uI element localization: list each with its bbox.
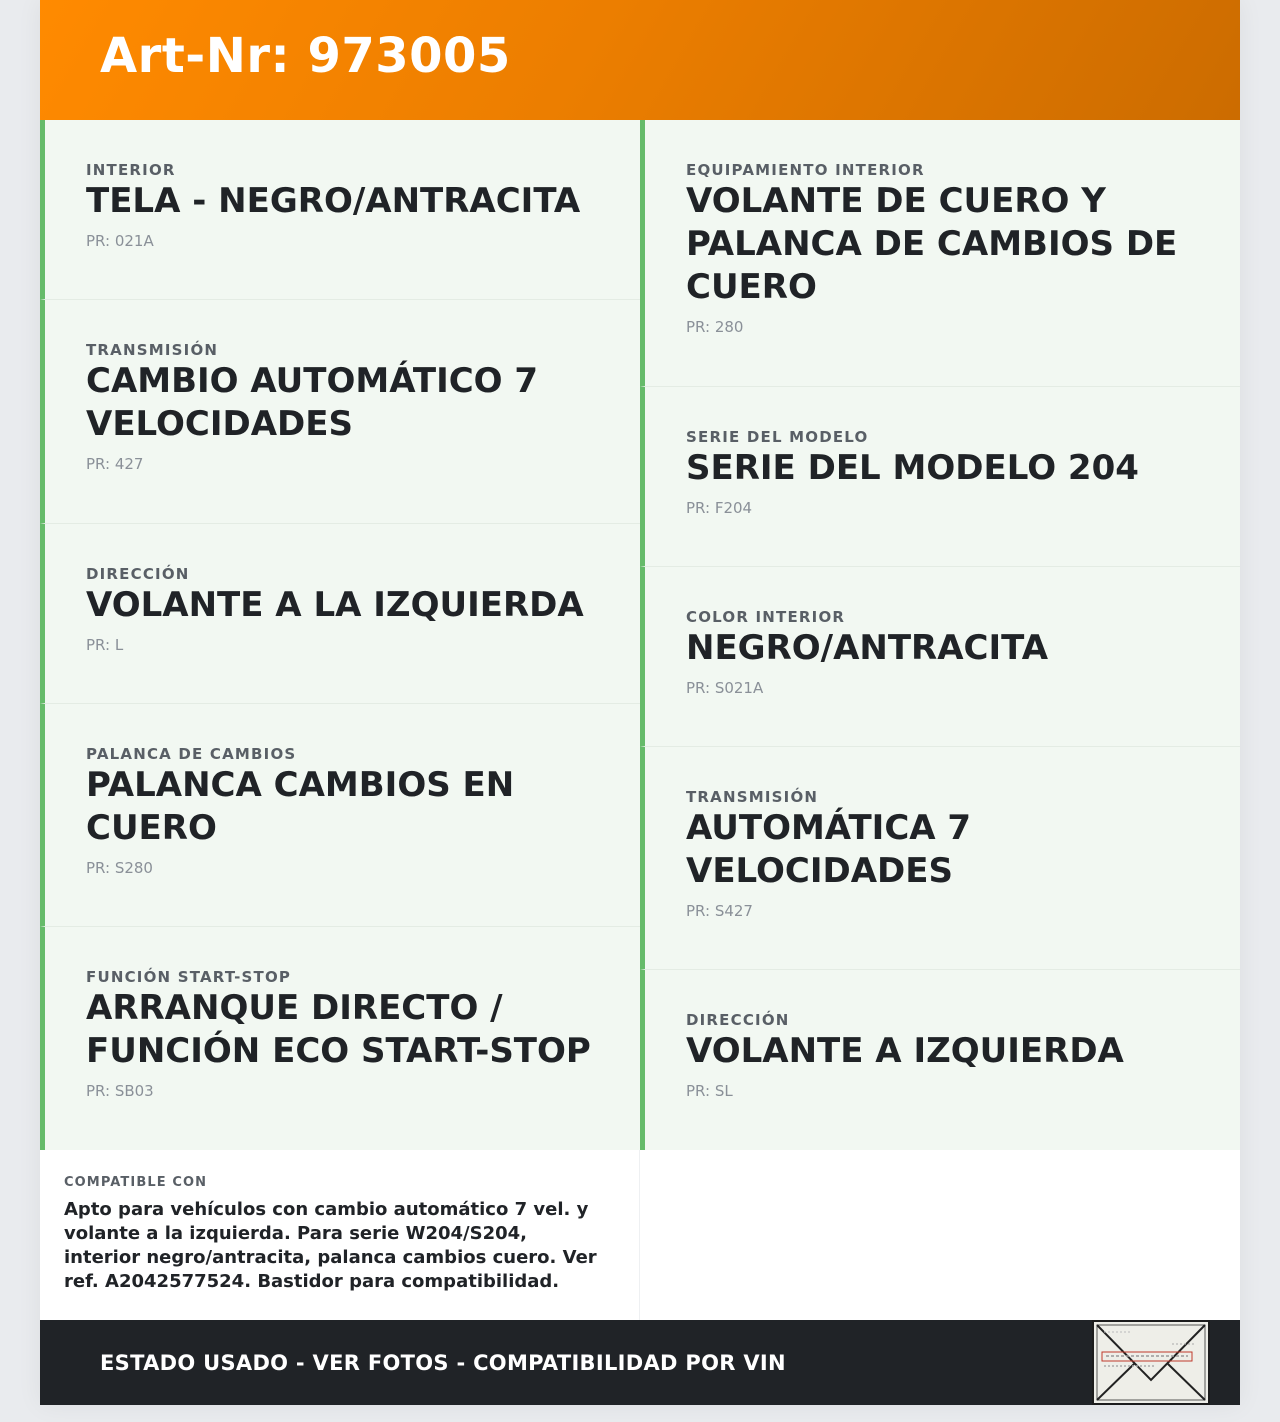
spec-pr-code: PR: F204 (686, 499, 753, 517)
compatibility-text: Apto para vehículos con cambio automático 7 vel. y volante a la izquierda. Para serie W204/S204, interior negro/antracita, palanca cambios cuero. Ver ref. A2042577524. Bastidor para compatibilidad. (64, 1199, 597, 1292)
spec-label: EQUIPAMIENTO INTERIOR (686, 161, 925, 179)
spec-label: TRANSMISIÓN (86, 341, 219, 359)
spec-pr-code: PR: L (86, 636, 124, 654)
spec-label: COLOR INTERIOR (686, 608, 846, 626)
spec-value: CAMBIO AUTOMÁTICO 7 VELOCIDADES (86, 361, 539, 444)
compatibility-label: COMPATIBLE CON (64, 1175, 208, 1190)
header-banner (40, 0, 1240, 120)
spec-pr-code: PR: 021A (86, 232, 154, 250)
spec-cell-color-interior (640, 567, 1240, 747)
spec-value: NEGRO/ANTRACITA (686, 628, 1049, 668)
spec-label: INTERIOR (86, 161, 176, 179)
spec-pr-code: PR: SL (686, 1082, 733, 1100)
spec-cell-interior (40, 120, 640, 300)
footer-status-text: ESTADO USADO - VER FOTOS - COMPATIBILIDAD POR VIN (100, 1351, 786, 1375)
spec-value: SERIE DEL MODELO 204 (686, 448, 1139, 488)
spec-label: TRANSMISIÓN (686, 788, 819, 806)
spec-label: SERIE DEL MODELO (686, 428, 869, 446)
spec-label: FUNCIÓN START-STOP (86, 968, 292, 986)
spec-cell-direccion-2 (640, 970, 1240, 1150)
article-number-title: Art-Nr: 973005 (100, 28, 511, 84)
compatibility-box (40, 1150, 640, 1320)
spec-value: VOLANTE A LA IZQUIERDA (86, 585, 584, 625)
spec-cell-serie-modelo (640, 387, 1240, 567)
right-spec-column (640, 120, 1240, 1150)
spec-cell-transmision (40, 300, 640, 524)
spec-cell-start-stop (40, 927, 640, 1150)
spec-grid (40, 120, 1240, 1150)
compatibility-section (40, 1150, 1240, 1320)
spec-cell-transmision-2 (640, 747, 1240, 970)
spec-pr-code: PR: SB03 (86, 1082, 154, 1100)
footer-bar (40, 1320, 1240, 1405)
spec-pr-code: PR: S280 (86, 859, 153, 877)
envelope-label-thumbnail-icon[interactable] (1092, 1320, 1210, 1405)
spec-label: DIRECCIÓN (86, 565, 190, 583)
spec-cell-equipamiento (640, 120, 1240, 387)
spec-cell-direccion (40, 524, 640, 704)
spec-pr-code: PR: S021A (686, 679, 764, 697)
spec-label: DIRECCIÓN (686, 1011, 790, 1029)
spec-value: AUTOMÁTICA 7 VELOCIDADES (686, 808, 972, 891)
product-card (40, 0, 1240, 1405)
spec-value: TELA - NEGRO/ANTRACITA (86, 181, 581, 221)
spec-value: VOLANTE A IZQUIERDA (686, 1031, 1124, 1071)
spec-pr-code: PR: 280 (686, 318, 744, 336)
left-spec-column (40, 120, 640, 1150)
spec-value: ARRANQUE DIRECTO / FUNCIÓN ECO START-STOP (86, 988, 591, 1071)
spec-value: VOLANTE DE CUERO Y PALANCA DE CAMBIOS DE CUERO (686, 181, 1178, 307)
spec-label: PALANCA DE CAMBIOS (86, 745, 297, 763)
spec-pr-code: PR: 427 (86, 455, 144, 473)
spec-cell-palanca (40, 704, 640, 927)
spec-value: PALANCA CAMBIOS EN CUERO (86, 765, 515, 848)
spec-pr-code: PR: S427 (686, 902, 753, 920)
compatibility-empty-area (640, 1150, 1240, 1320)
